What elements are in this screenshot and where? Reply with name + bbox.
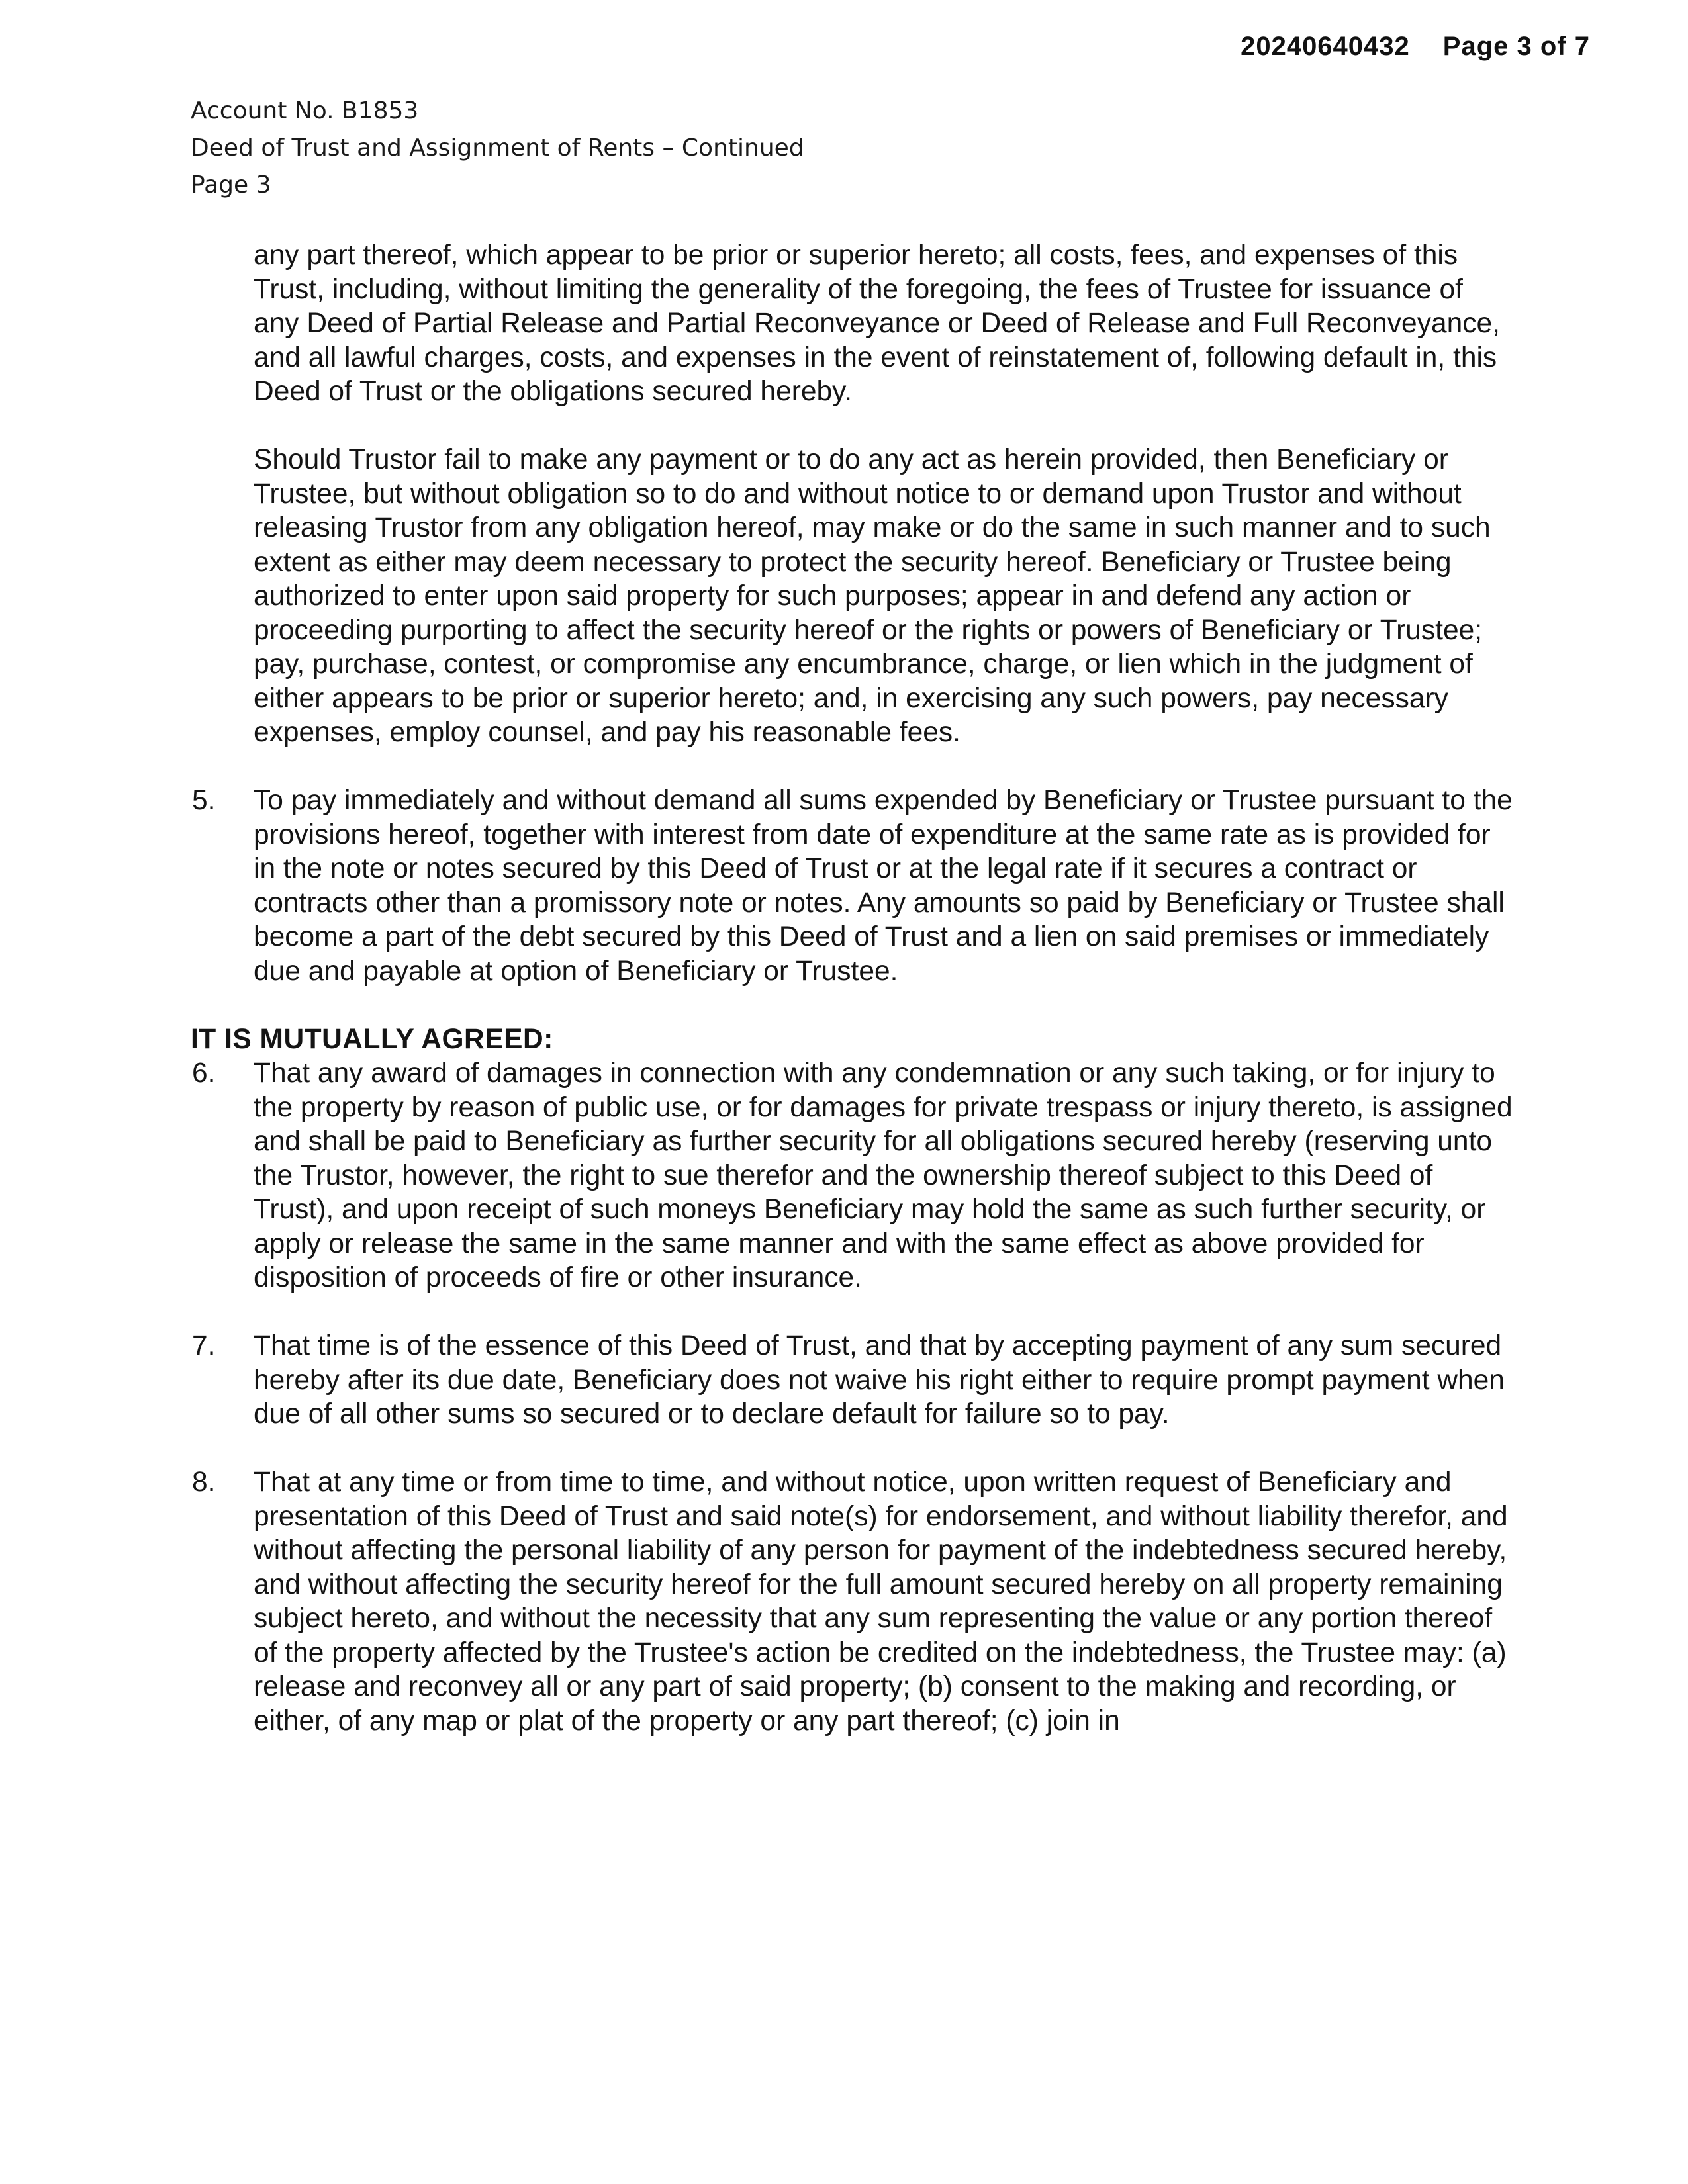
page-indicator: Page 3 of 7 — [1442, 32, 1590, 61]
clause-text: That any award of damages in connection with any condemnation or any such taking, or for injury to the property by reason of public use, or for damages for private trespass or injury thereto, is assigned and shall be paid to Beneficiary as further security for all obligations secured hereby (reserving unto the Trustor, however, the right to sue therefor and the ownership thereof subject to this Deed of Trust), and upon receipt of such moneys Beneficiary may hold the same as such further security, or apply or release the same in the same manner and with the same effect as above provided for disposition of proceeds of fire or other insurance. — [254, 1058, 1513, 1293]
clause-text: To pay immediately and without demand all sums expended by Beneficiary or Trustee pursuant to the provisions hereof, together with interest from date of expenditure at the same rate as is provided for in the note or notes secured by this Deed of Trust or at the legal rate if it secures a contract or contracts other than a promissory note or notes. Any amounts so paid by Beneficiary or Trustee shall become a part of the debt secured by this Deed of Trust and a lien on said premises or immediately due and payable at option of Beneficiary or Trustee. — [254, 785, 1513, 987]
trustor-failure-paragraph: Should Trustor fail to make any payment or to do any act as herein provided, then Beneficiary or Trustee, but without obligation so to do and without notice to or demand upon Trustor and without releasing Trustor from any obligation hereof, may make or do the same in such manner and to such extent as either may deem necessary to protect the security hereof. Beneficiary or Trustee being authorized to enter upon said property for such purposes; appear in and defend any action or proceeding purporting to affect the security hereof or the rights or powers of Beneficiary or Trustee; pay, purchase, contest, or compromise any encumbrance, charge, or lien which in the judgment of either appears to be prior or superior hereto; and, in exercising any such powers, pay necessary expenses, employ counsel, and pay his reasonable fees. — [254, 444, 1491, 748]
clause-6 — [191, 1056, 1515, 1295]
document-number: 20240640432 — [1241, 32, 1410, 61]
clause-text: That at any time or from time to time, and without notice, upon written request of Beneficiary and presentation of this Deed of Trust and said note(s) for endorsement, and without liability therefor, and without affecting the personal liability of any person for payment of the indebtedness secured hereby, and without affecting the security hereof for the full amount secured hereby on all property remaining subject hereto, and without the necessity that any sum representing the value or any portion thereof of the property affected by the Trustee's action be credited on the indebtedness, the Trustee may: (a) release and reconvey all or any part of said property; (b) consent to the making and recording, or either, of any map or plat of the property or any part thereof; (c) join in — [254, 1467, 1508, 1737]
continued-paragraph: any part thereof, which appear to be prior or superior hereto; all costs, fees, and expenses of this Trust, including, without limiting the generality of the foregoing, the fees of Trustee for issuance of any Deed of Partial Release and Partial Reconveyance or Deed of Release and Full Reconveyance, and all lawful charges, costs, and expenses in the event of reinstatement of, following default in, this Deed of Trust or the obligations secured hereby. — [254, 240, 1500, 407]
clause-7 — [191, 1329, 1515, 1432]
document-header — [191, 93, 804, 204]
clause-text: That time is of the essence of this Deed of Trust, and that by accepting payment of any sum secured hereby after its due date, Beneficiary does not waive his right either to require prompt payment when due of all other sums so secured or to declare default for failure so to pay. — [254, 1330, 1505, 1430]
clause-number: 5. — [192, 785, 216, 816]
recording-number-bar — [1241, 32, 1590, 62]
clause-number: 6. — [192, 1058, 216, 1089]
clause-5 — [191, 784, 1515, 988]
header-page-number: Page 3 — [191, 171, 271, 199]
clause-number: 7. — [192, 1330, 216, 1361]
clause-number: 8. — [192, 1467, 216, 1498]
mutually-agreed-heading: IT IS MUTUALLY AGREED: — [191, 1023, 553, 1055]
document-title: Deed of Trust and Assignment of Rents – Continued — [191, 134, 804, 161]
account-number: Account No. B1853 — [191, 97, 419, 124]
document-body — [191, 238, 1515, 1772]
clause-8 — [191, 1465, 1515, 1738]
